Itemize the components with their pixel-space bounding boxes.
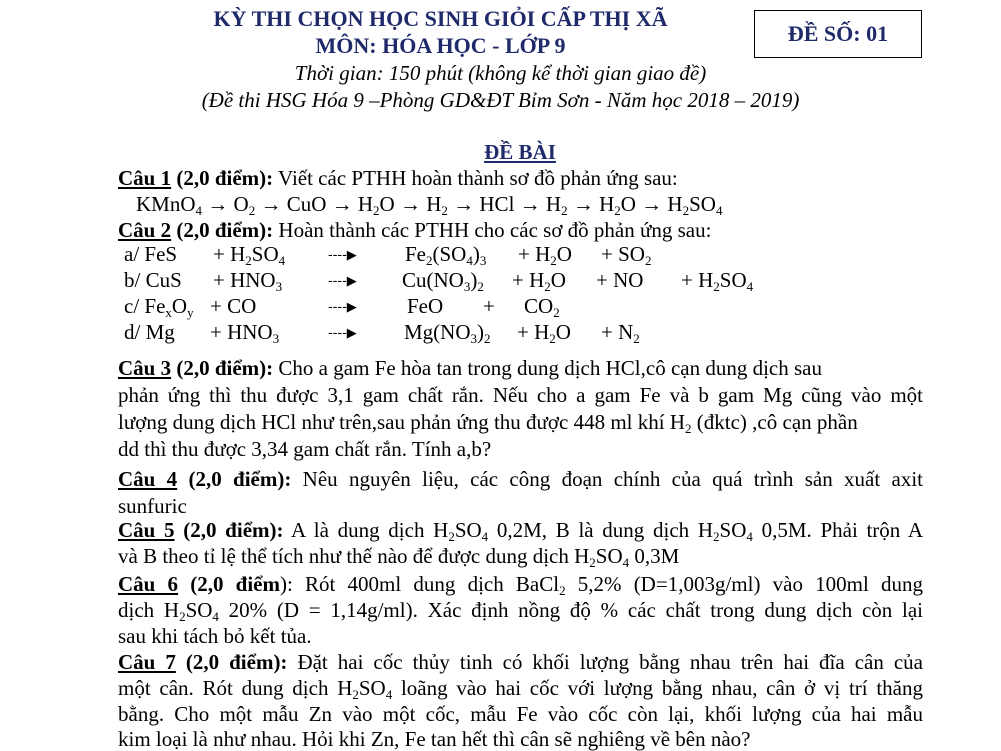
question-label: Câu 1 [118,166,172,190]
question-1 [118,166,923,190]
question-2: Câu 2 (2,0 điểm): Hoàn thành các PTHH cho các sơ đồ phản ứng sau: [118,218,712,242]
question-5: Câu 5 (2,0 điểm): A là dung dịch $H_2SO_4$ 0,2M, B là dung dịch $H_2SO_4$ 0,5M. Phải trộn A [118,518,924,544]
arrow-icon: ----▶ [328,274,357,289]
question-4: Câu 4 (2,0 điểm): Nêu nguyên liệu, các công đoạn chính của quá trình sản xuất axit [118,467,923,491]
page-title: ĐỀ BÀI [484,140,556,164]
arrow-icon: ----▶ [328,326,357,341]
question-points: (2,0 điểm): [171,166,274,190]
exam-number-box: ĐỀ SỐ: 01 [754,10,922,58]
arrow-icon: ----▶ [328,248,357,263]
header-line2: MÔN: HÓA HỌC - LỚP 9 [315,33,566,58]
header-source: (Đề thi HSG Hóa 9 –Phòng GD&ĐT Bỉm Sơn - Năm học 2018 – 2019) [201,88,800,112]
question-3: Câu 3 (2,0 điểm): Cho a gam Fe hòa tan trong dung dịch HCl,cô cạn dung dịch sau [118,356,822,380]
question-text: Viết các PTHH hoàn thành sơ đồ phản ứng sau: [273,166,678,190]
header-line1: KỲ THI CHỌN HỌC SINH GIỎI CẤP THỊ XÃ [213,6,668,31]
arrow-icon: ----▶ [328,300,357,315]
header-time: Thời gian: 150 phút (không kể thời gian giao đề) [294,61,707,85]
question-7: Câu 7 (2,0 điểm): Đặt hai cốc thủy tinh có khối lượng bằng nhau trên hai đĩa cân của [118,650,923,674]
question-6: Câu 6 (2,0 điểm): Rót 400ml dung dịch BaCl$_2$ 5,2% (D=1,003g/ml) vào 100ml dung [118,572,923,598]
reaction-chain: KMnO$_4$ → $O_2$ → CuO → $H_2O \to H_2$ → HCl → $H_2 \to H_2O \to H_2SO_4$ [136,192,723,218]
